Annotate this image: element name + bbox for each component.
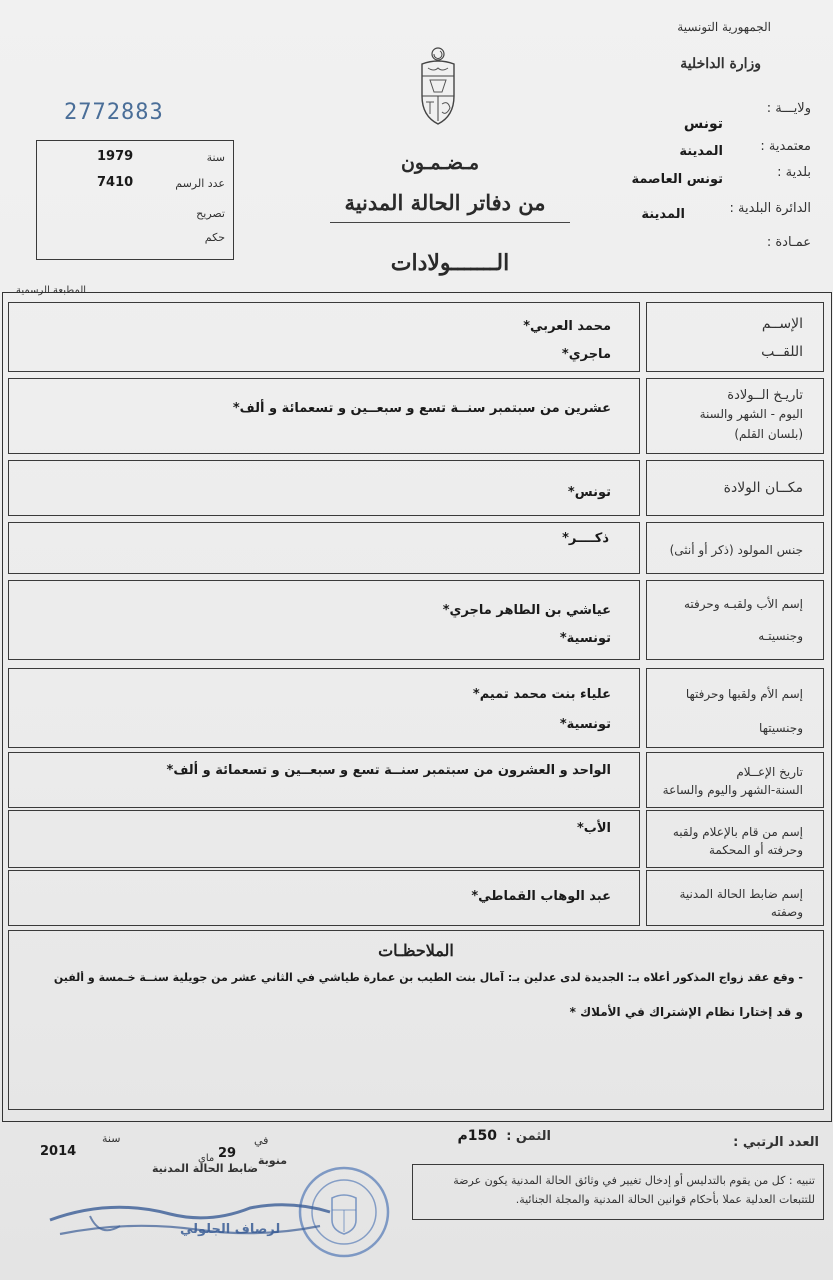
birth-date-value-cell	[8, 378, 640, 454]
signature-name: لرصاف الجلولي	[180, 1222, 281, 1237]
birth-date-value: عشرين من سبتمبر سنــة تسع و سبعــين و تسعمائة و ألف*	[232, 401, 611, 416]
remarks-line-2: و قد إختارا نظام الإشتراك في الأملاك *	[569, 1005, 803, 1019]
month-value: ماي	[198, 1153, 215, 1164]
births-title: الـــــــولادات	[390, 250, 510, 276]
baladiya-value: تونس العاصمة	[631, 172, 723, 187]
birth-place-value: تونس*	[567, 485, 611, 500]
judgment-label: حكم	[204, 231, 225, 244]
notice-text: تنبيه : كل من يقوم بالتدليس أو إدخال تغيير في وثائق الحالة المدنية يكون عرضة للتتبعات العدلية عملا بأحكام قوانين الحالة المدنية والمجلة الجنائية.	[453, 1174, 815, 1206]
daira-value: المدينة	[641, 207, 685, 222]
declaration-date-value-cell	[8, 752, 640, 808]
title-underline	[330, 222, 570, 223]
coat-of-arms-icon	[412, 46, 464, 128]
number-value: 7410	[97, 175, 134, 190]
year-label: سنة	[206, 151, 225, 164]
serial-number: 2772883	[64, 100, 164, 125]
mutamadiya-value: المدينة	[679, 144, 723, 159]
sex-value: ذكــــر*	[562, 531, 609, 546]
officer-label-cell: إسم ضابط الحالة المدنية وصفته	[646, 870, 824, 926]
wilaya-label: ولايـــة :	[766, 101, 811, 116]
mother-label-cell: إسم الأم ولقبها وحرفتها وجنسيتها	[646, 668, 824, 748]
signature-icon	[30, 1190, 360, 1250]
declarant-label-cell: إسم من قام بالإعلام ولقبه وحرفته أو المحكمة	[646, 810, 824, 868]
registers-title: من دفاتر الحالة المدنية	[344, 190, 546, 215]
father-value-cell	[8, 580, 640, 660]
baladiya-label: بلدية :	[777, 165, 811, 180]
mother-name-value: علياء بنت محمد تميم*	[472, 687, 611, 702]
remarks-line-1: - وقع عقد زواج المذكور أعلاه بـ: الجديدة لدى عدلين بـ: آمال بنت الطيب بن عمارة طياشي في الثاني عشر من جويلية سنــة خـمسة و ألفين	[53, 971, 803, 984]
last-name-value: ماجري*	[561, 347, 611, 362]
birth-place-value-cell	[8, 460, 640, 516]
mother-nationality-value: تونسية*	[559, 717, 611, 732]
mother-value-cell	[8, 668, 640, 748]
sex-value-cell	[8, 522, 640, 574]
officer-value: عبد الوهاب القماطي*	[471, 889, 611, 904]
ministry-header: وزارة الداخلية	[680, 56, 761, 72]
number-label: عدد الرسم	[175, 177, 225, 190]
mutamadiya-label: معتمدية :	[760, 139, 811, 154]
declarant-value-cell	[8, 810, 640, 868]
name-label-cell: الإســم اللقــب	[646, 302, 824, 372]
record-box	[36, 140, 234, 260]
serial-number-label: العدد الرتبي :	[733, 1135, 819, 1150]
name-value-cell	[8, 302, 640, 372]
in-label: في	[254, 1134, 269, 1147]
daira-label: الدائرة البلدية :	[729, 201, 811, 216]
printer-label: المطبعة الرسمية	[16, 285, 87, 296]
birth-date-label-cell: تاريـخ الــولادة اليوم - الشهر والسنة (بلسان القلم)	[646, 378, 824, 454]
omada-label: عمـادة :	[766, 235, 811, 250]
year-value: 1979	[97, 149, 134, 164]
footer-year-label: سنة	[102, 1132, 121, 1145]
birth-place-label-cell: مكــان الولادة	[646, 460, 824, 516]
declarant-value: الأب*	[577, 821, 611, 836]
republic-header: الجمهورية التونسية	[677, 20, 771, 34]
price-value: 150م	[457, 1128, 497, 1144]
first-name-value: محمد العربي*	[523, 319, 611, 334]
remarks-title: الملاحظـات	[378, 941, 454, 960]
price-label: الثمن :	[506, 1129, 551, 1144]
wilaya-value: تونس	[683, 116, 723, 132]
officer-title-label: ضابط الحالة المدنية	[152, 1162, 259, 1175]
day-value: 29	[218, 1146, 237, 1161]
place-value: منوبة	[258, 1154, 287, 1167]
sex-label-cell: جنس المولود (ذكر أو أنثى)	[646, 522, 824, 574]
footer-year-value: 2014	[40, 1144, 77, 1159]
extract-title: مـضـمـون	[400, 152, 480, 174]
declaration-date-value: الواحد و العشرون من سبتمبر سنــة تسع و سبعــين و تسعمائة و ألف*	[166, 763, 611, 778]
father-label-cell: إسم الأب ولقبـه وحرفته وجنسيتـه	[646, 580, 824, 660]
father-name-value: عياشي بن الطاهر ماجري*	[442, 603, 611, 618]
officer-value-cell	[8, 870, 640, 926]
notice-box	[412, 1164, 824, 1220]
declaration-label: تصريح	[196, 207, 225, 220]
remarks-box	[8, 930, 824, 1110]
declaration-date-label-cell: تاريخ الإعــلام السنة-الشهر واليوم والساعة	[646, 752, 824, 808]
father-nationality-value: تونسية*	[559, 631, 611, 646]
